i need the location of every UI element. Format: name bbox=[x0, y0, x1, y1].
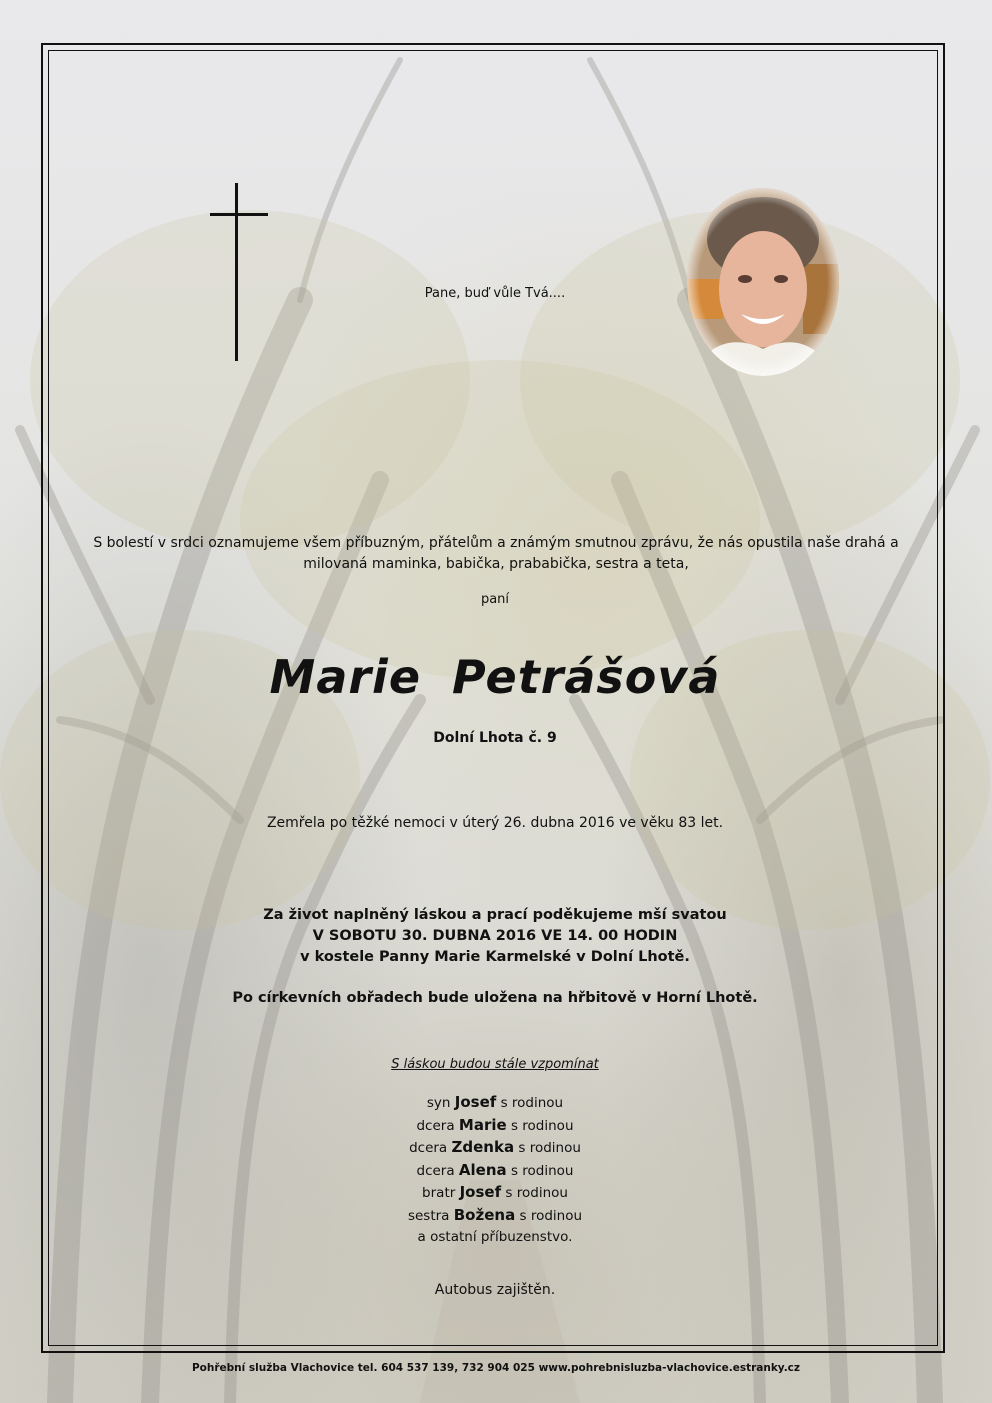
mourner-row: bratr Josef s rodinou bbox=[422, 1183, 568, 1201]
mourner-row: dcera Marie s rodinou bbox=[416, 1115, 574, 1134]
death-notice: Zemřela po těžké nemoci v úterý 26. dubna 2016 ve věku 83 let. bbox=[266, 815, 724, 831]
deceased-name: Marie Petrášová bbox=[269, 650, 721, 704]
cross-icon bbox=[210, 183, 270, 363]
transport-note: Autobus zajištěn. bbox=[434, 1282, 556, 1298]
mass-line: Za život naplněný láskou a prací poděkujeme mší svatou bbox=[263, 907, 727, 923]
deceased-address: Dolní Lhota č. 9 bbox=[433, 730, 557, 746]
mass-info bbox=[150, 905, 840, 968]
motto: Pane, buď vůle Tvá.... bbox=[424, 286, 566, 301]
burial-info: Po církevních obřadech bude uložena na hřbitově v Horní Lhotě. bbox=[232, 990, 758, 1006]
mourner-row: syn Josef s rodinou bbox=[426, 1093, 564, 1111]
salutation: paní bbox=[480, 592, 510, 607]
portrait-photo bbox=[683, 184, 843, 380]
announcement-intro: S bolestí v srdci oznamujeme všem příbuzným, přátelům a známým smutnou zprávu, že nás opustila naše drahá a milovaná maminka, babička, prababička, sestra a teta, bbox=[93, 535, 899, 572]
mourners-list bbox=[300, 1092, 690, 1249]
mourner-row: dcera Zdenka s rodinou bbox=[409, 1138, 581, 1156]
mass-line: v kostele Panny Marie Karmelské v Dolní Lhotě. bbox=[300, 949, 690, 965]
mass-line: V SOBOTU 30. DUBNA 2016 VE 14. 00 HODIN bbox=[312, 928, 678, 944]
mourners-title: S láskou budou stále vzpomínat bbox=[391, 1057, 599, 1072]
mourner-row: sestra Božena s rodinou bbox=[407, 1205, 583, 1224]
mourner-row: dcera Alena s rodinou bbox=[416, 1160, 574, 1179]
mourners-closing: a ostatní příbuzenstvo. bbox=[417, 1229, 573, 1245]
funeral-service-footer: Pohřební služba Vlachovice tel. 604 537 139, 732 904 025 www.pohrebnisluzba-vlachovice.estranky.cz bbox=[191, 1362, 801, 1374]
